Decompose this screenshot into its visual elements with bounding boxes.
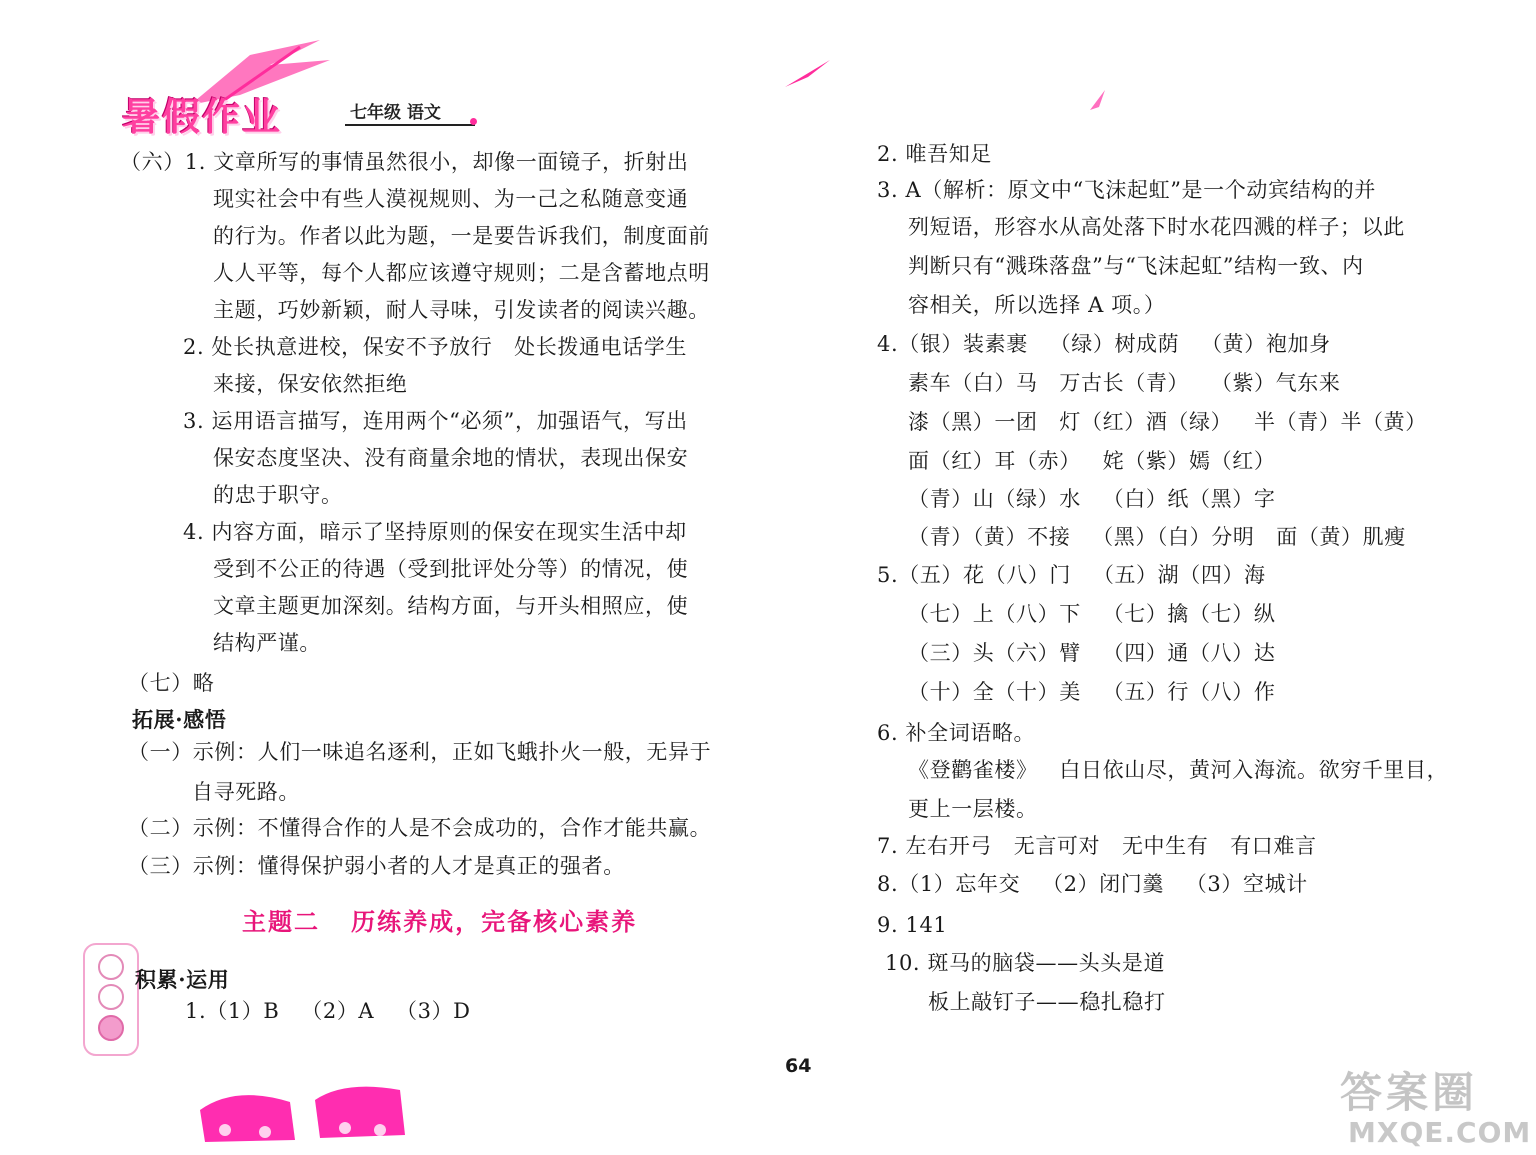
decorative-figures-icon — [195, 1080, 425, 1150]
left-line-20: （三）示例：懂得保护弱小者的人才是真正的强者。 — [128, 854, 625, 878]
left-line-6: 2. 处长执意进校，保安不予放行 处长拨通电话学生 — [183, 335, 687, 359]
left-line-18: 自寻死路。 — [192, 780, 300, 804]
right-line-7: 素车（白）马 万古长（青） （紫）气东来 — [908, 371, 1341, 395]
workbook-title: 暑假作业 — [122, 95, 283, 139]
right-line-20: 8.（1）忘年交 （2）闭门羹 （3）空城计 — [877, 872, 1308, 896]
right-line-23: 板上敲钉子——稳扎稳打 — [928, 990, 1166, 1014]
left-line-10: 的忠于职守。 — [213, 483, 343, 507]
left-line-11: 4. 内容方面，暗示了坚持原则的保安在现实生活中却 — [183, 520, 687, 544]
right-line-14: （三）头（六）臂 （四）通（八）达 — [908, 641, 1276, 665]
left-line-8: 3. 运用语言描写，连用两个“必须”，加强语气，写出 — [183, 409, 688, 433]
right-line-21: 9. 141 — [877, 913, 948, 937]
right-line-1: 2. 唯吾知足 — [877, 142, 992, 166]
left-line-15: （七）略 — [128, 671, 215, 695]
grade-subject-label: 七年级 语文 — [350, 103, 441, 123]
left-line-3: 的行为。作者以此为题，一是要告诉我们，制度面前 — [213, 224, 710, 248]
pink-arrow-small-icon — [1085, 85, 1115, 115]
right-line-13: （七）上（八）下 （七）擒（七）纵 — [908, 602, 1276, 626]
left-line-22: 1.（1）B （2）A （3）D — [185, 999, 471, 1023]
watermark-text: 答案圈 — [1340, 1068, 1479, 1117]
left-line-7: 来接，保安依然拒绝 — [213, 372, 408, 396]
watermark-url: MXQE.COM — [1348, 1116, 1532, 1149]
left-line-12: 受到不公正的待遇（受到批评处分等）的情况，使 — [213, 557, 689, 581]
header-dot-icon — [470, 118, 477, 125]
left-line-13: 文章主题更加深刻。结构方面，与开头相照应，使 — [213, 594, 689, 618]
right-line-9: 面（红）耳（赤） 姹（紫）嫣（红） — [908, 449, 1276, 473]
left-line-17: （一）示例：人们一味追名逐利，正如飞蛾扑火一般，无异于 — [128, 740, 712, 764]
right-line-16: 6. 补全词语略。 — [877, 721, 1036, 745]
right-line-19: 7. 左右开弓 无言可对 无中生有 有口难言 — [877, 834, 1317, 858]
header-underline — [345, 124, 475, 126]
left-line-14: 结构严谨。 — [213, 631, 321, 655]
right-line-12: 5.（五）花（八）门 （五）湖（四）海 — [877, 563, 1266, 587]
traffic-light-icon — [82, 942, 140, 1057]
right-line-2: 3. A（解析：原文中“飞沫起虹”是一个动宾结构的并 — [877, 178, 1376, 202]
right-line-6: 4.（银）装素裹 （绿）树成荫 （黄）袍加身 — [877, 332, 1331, 356]
left-line-1: （六）1. 文章所写的事情虽然很小，却像一面镜子，折射出 — [120, 150, 689, 174]
right-line-10: （青）山（绿）水 （白）纸（黑）字 — [908, 487, 1276, 511]
theme-two-heading: 主题二 历练养成，完备核心素养 — [242, 907, 638, 936]
section-heading-expansion: 拓展·感悟 — [132, 707, 227, 732]
right-line-4: 判断只有“溅珠落盘”与“飞沫起虹”结构一致、内 — [908, 254, 1364, 278]
left-line-5: 主题，巧妙新颖，耐人寻味，引发读者的阅读兴趣。 — [213, 298, 710, 322]
right-line-8: 漆（黑）一团 灯（红）酒（绿） 半（青）半（黄） — [908, 410, 1427, 434]
page-number: 64 — [785, 1055, 812, 1077]
section-heading-accumulation: 积累·运用 — [135, 967, 230, 992]
right-line-17: 《登鹳雀楼》 白日依山尽，黄河入海流。欲穷千里目， — [908, 758, 1449, 782]
right-line-22: 10. 斑马的脑袋——头头是道 — [885, 951, 1166, 975]
left-line-4: 人人平等，每个人都应该遵守规则；二是含蓄地点明 — [213, 261, 710, 285]
right-line-11: （青）（黄）不接 （黑）（白）分明 面（黄）肌瘦 — [908, 525, 1406, 549]
pink-arrow-icon — [780, 55, 840, 95]
right-line-15: （十）全（十）美 （五）行（八）作 — [908, 680, 1276, 704]
left-line-2: 现实社会中有些人漠视规则、为一己之私随意变通 — [213, 187, 689, 211]
left-line-19: （二）示例：不懂得合作的人是不会成功的，合作才能共赢。 — [128, 816, 712, 840]
right-line-3: 列短语，形容水从高处落下时水花四溅的样子；以此 — [908, 215, 1405, 239]
left-line-9: 保安态度坚决、没有商量余地的情状，表现出保安 — [213, 446, 689, 470]
right-line-18: 更上一层楼。 — [908, 797, 1038, 821]
right-line-5: 容相关，所以选择 A 项。） — [908, 293, 1166, 317]
